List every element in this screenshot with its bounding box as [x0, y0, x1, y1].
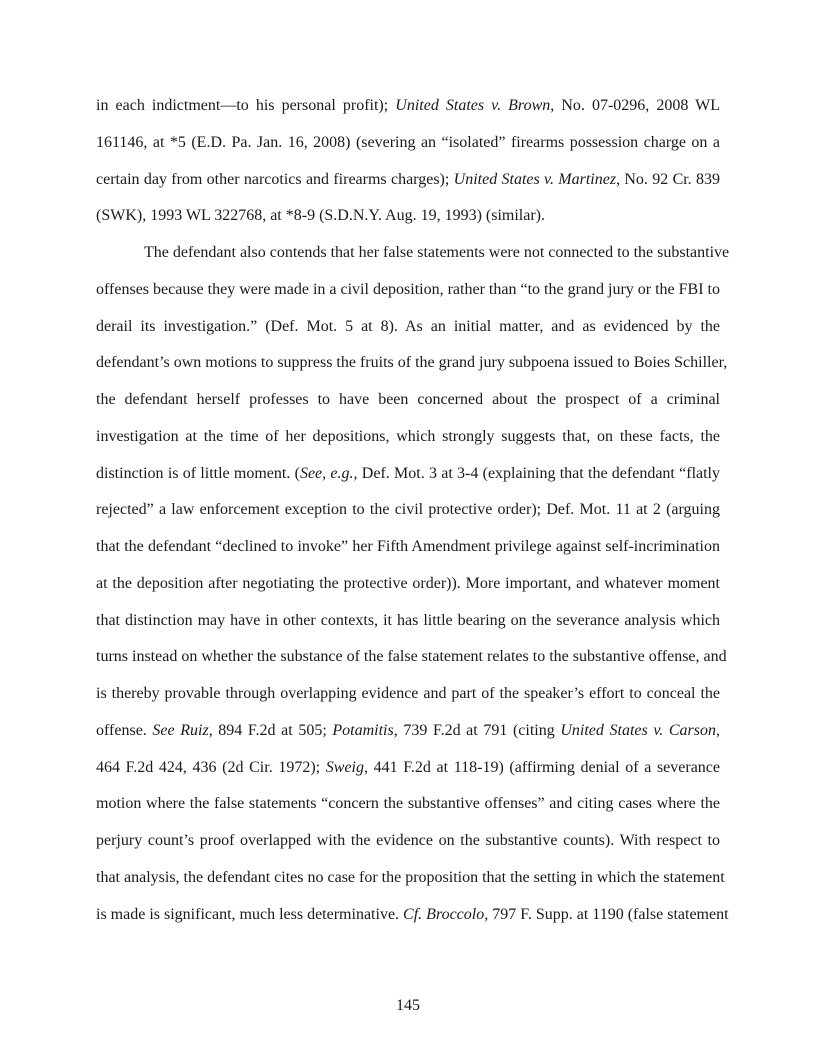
text-segment: that analysis, the defendant cites no case for the proposition that the setting in which the statement	[96, 868, 725, 886]
text-segment: , No. 07-0296, 2008 WL	[550, 97, 721, 114]
text-line	[96, 832, 720, 850]
case-citation: See, e.g.	[299, 464, 354, 482]
text-line	[96, 612, 720, 630]
case-citation: Cf. Broccolo	[403, 905, 485, 923]
text-line	[144, 244, 730, 262]
text-segment: motion where the false statements “concern the substantive offenses” and citing cases where the	[96, 795, 720, 813]
text-line	[96, 575, 720, 593]
case-citation: See Ruiz	[152, 721, 209, 739]
text-segment: offense.	[96, 721, 153, 739]
text-segment: is thereby provable through overlapping evidence and part of the speaker’s effort to conceal the	[96, 685, 720, 702]
text-line	[96, 391, 720, 409]
text-line	[96, 354, 728, 372]
text-segment: that distinction may have in other contexts, it has little bearing on the severance analysis which	[96, 611, 720, 629]
text-segment: turns instead on whether the substance of the false statement relates to the substantive offense, and	[96, 648, 727, 666]
text-segment: rejected” a law enforcement exception to the civil protective order); Def. Mot. 11 at 2 (arguing	[96, 501, 720, 519]
text-segment: , 739 F.2d at 791 (citing	[393, 721, 561, 739]
text-segment: that the defendant “declined to invoke” her Fifth Amendment privilege against self-incrimination	[96, 538, 720, 555]
text-segment: certain day from other narcotics and firearms charges);	[96, 170, 454, 188]
text-segment: , 797 F. Supp. at 1190 (false statement	[484, 905, 729, 923]
text-segment: 464 F.2d 424, 436 (2d Cir. 1972);	[96, 758, 326, 776]
text-segment: at the deposition after negotiating the protective order)). More important, and whatever moment	[96, 574, 720, 592]
page-number: 145	[396, 997, 420, 1014]
text-segment: is made is significant, much less determinative.	[96, 905, 404, 923]
text-line	[96, 648, 727, 666]
case-citation: United States v. Carson	[560, 721, 716, 739]
text-segment: in each indictment—to his personal profit);	[96, 97, 396, 114]
text-line	[96, 318, 720, 336]
text-line	[96, 97, 720, 115]
text-line	[96, 868, 725, 887]
text-segment: (SWK), 1993 WL 322768, at *8-9 (S.D.N.Y. Aug. 19, 1993) (similar).	[96, 207, 545, 225]
text-line	[96, 905, 729, 924]
text-line	[96, 171, 720, 189]
text-segment: , 441 F.2d at 118-19) (affirming denial of a severance	[363, 758, 721, 776]
text-segment: defendant’s own motions to suppress the fruits of the grand jury subpoena issued to Boies Schiller,	[96, 354, 728, 372]
text-line	[96, 134, 720, 152]
text-line	[96, 795, 720, 813]
text-line	[96, 685, 720, 703]
text-segment: offenses because they were made in a civil deposition, rather than “to the grand jury or the FBI to	[96, 280, 720, 298]
text-segment: , 894 F.2d at 505;	[208, 721, 333, 739]
text-line	[96, 501, 720, 519]
text-segment: perjury count’s proof overlapped with the evidence on the substantive counts). With respect to	[96, 832, 720, 849]
text-segment: The defendant also contends that her false statements were not connected to the substantive	[144, 244, 730, 261]
text-segment: , No. 92 Cr. 839	[616, 170, 721, 188]
text-segment: , Def. Mot. 3 at 3-4 (explaining that the defendant “flatly	[353, 464, 721, 482]
text-segment: distinction is of little moment. (	[96, 464, 300, 482]
text-segment: 161146, at *5 (E.D. Pa. Jan. 16, 2008) (severing an “isolated” firearms possession charge on a	[96, 133, 720, 151]
text-line	[96, 538, 720, 556]
text-line	[96, 722, 720, 740]
text-segment: ,	[716, 721, 720, 739]
text-line	[96, 207, 720, 225]
case-citation: Sweig	[325, 758, 364, 776]
case-citation: United States v. Brown	[395, 97, 551, 114]
text-segment: investigation at the time of her depositions, which strongly suggests that, on these facts, the	[96, 427, 720, 445]
text-line	[96, 428, 720, 446]
text-line	[96, 465, 720, 483]
text-segment: the defendant herself professes to have been concerned about the prospect of a criminal	[96, 391, 720, 408]
case-citation: United States v. Martinez	[453, 170, 617, 188]
text-line	[96, 759, 720, 777]
text-line	[96, 281, 720, 299]
case-citation: Potamitis	[332, 721, 394, 739]
text-segment: derail its investigation.” (Def. Mot. 5 at 8). As an initial matter, and as evidenced by the	[96, 317, 720, 335]
